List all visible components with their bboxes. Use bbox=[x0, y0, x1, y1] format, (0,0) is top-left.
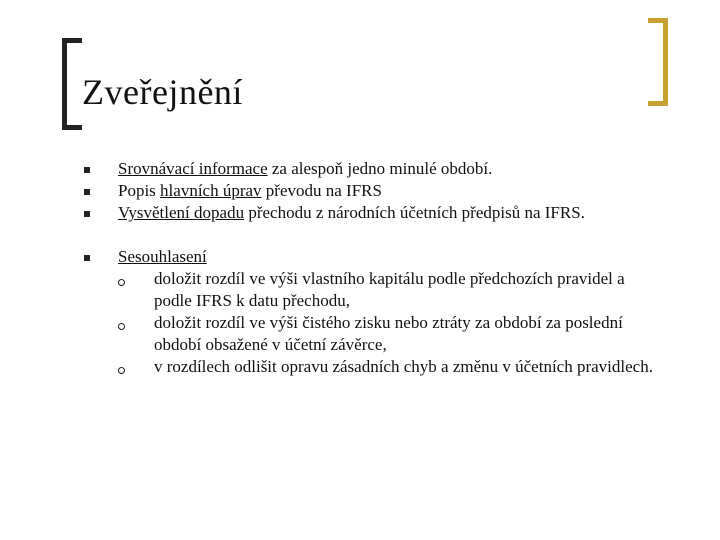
square-bullet-icon bbox=[84, 189, 90, 195]
circle-bullet-icon bbox=[118, 279, 125, 286]
sub-bullet-corrections bbox=[118, 356, 664, 378]
slide-title: Zveřejnění bbox=[82, 72, 243, 112]
bullet-impact-explanation bbox=[84, 202, 664, 224]
bullet-prefix-text: Popis bbox=[118, 181, 161, 200]
sub-bullet-text: v rozdílech odlišit opravu zásadních chyb a změnu v účetních pravidlech. bbox=[154, 357, 653, 376]
circle-bullet-icon bbox=[118, 367, 125, 374]
bullet-main-adjustments bbox=[84, 180, 664, 202]
square-bullet-icon bbox=[84, 211, 90, 217]
bullet-comparative-info bbox=[84, 158, 664, 180]
bullet-underlined-text: Srovnávací informace bbox=[118, 159, 268, 178]
right-bracket-decoration bbox=[648, 18, 668, 106]
bullet-text: převodu na IFRS bbox=[261, 181, 382, 200]
sub-bullet-equity bbox=[118, 268, 664, 312]
bullet-underlined-text: Vysvětlení dopadu bbox=[118, 203, 245, 222]
square-bullet-icon bbox=[84, 167, 90, 173]
sub-bullet-net-profit bbox=[118, 312, 664, 356]
slide-content bbox=[84, 158, 664, 378]
bullet-reconciliation bbox=[84, 246, 664, 378]
square-bullet-icon bbox=[84, 255, 90, 261]
reconciliation-label: Sesouhlasení bbox=[118, 247, 207, 266]
bullet-text: za alespoň jedno minulé období. bbox=[267, 159, 493, 178]
bullet-underlined-text: hlavních úprav bbox=[160, 181, 262, 200]
bullet-text: přechodu z národních účetních předpisů na IFRS. bbox=[244, 203, 585, 222]
left-bracket-decoration bbox=[62, 38, 82, 130]
sub-bullet-text: doložit rozdíl ve výši vlastního kapitálu podle předchozích pravidel a podle IFRS k datu přechodu, bbox=[154, 269, 625, 310]
sub-bullet-text: doložit rozdíl ve výši čistého zisku nebo ztráty za období za poslední období obsažené v účetní závěrce, bbox=[154, 313, 623, 354]
circle-bullet-icon bbox=[118, 323, 125, 330]
